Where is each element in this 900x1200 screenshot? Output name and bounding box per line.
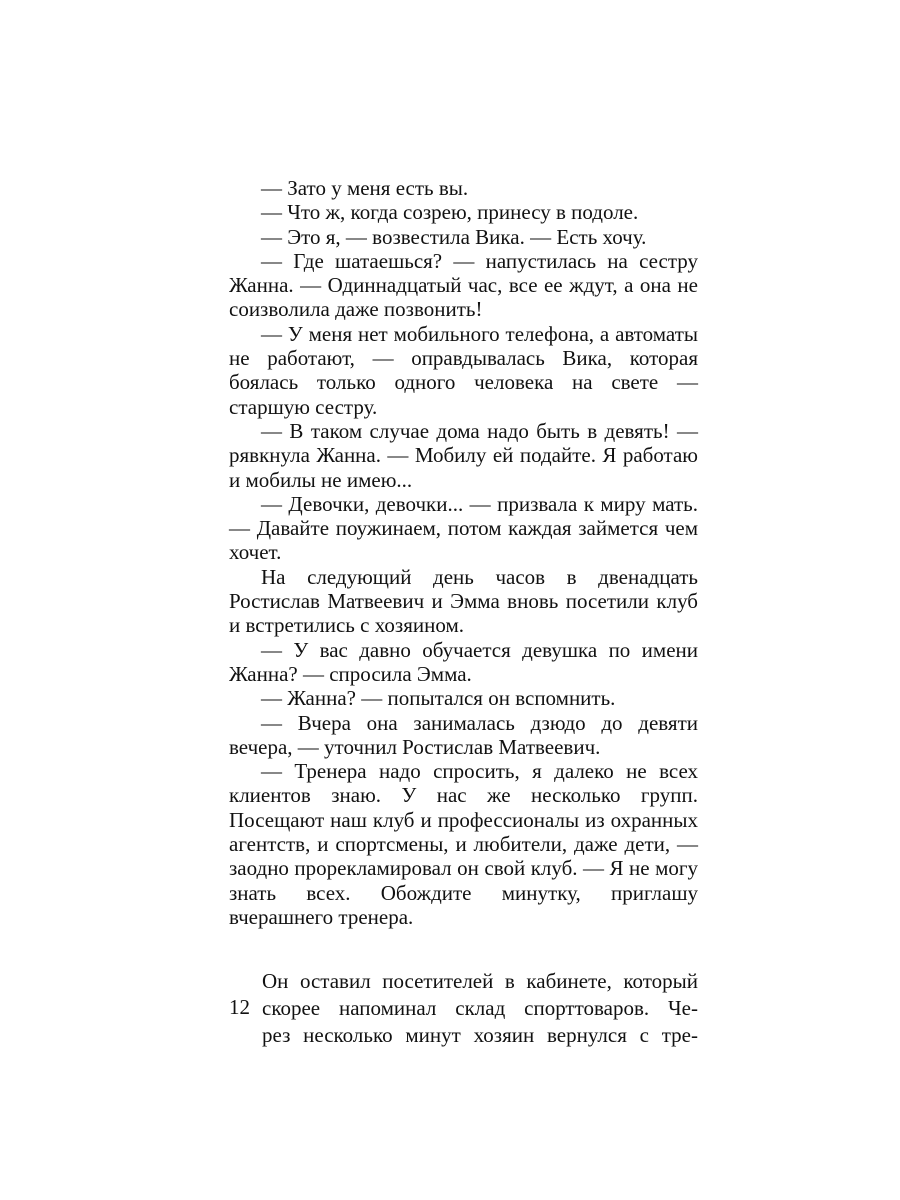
paragraph: — Тренера надо спросить, я далеко не всех клиентов знаю. У нас же несколько групп. Посещают наш клуб и профессионалы из охранных агентств, и спортсмены, и любители, даже дети, — заодно прорекламировал он свой клуб. — Я не могу знать всех. Обождите минутку, приглашу вчерашнего тренера. — [229, 759, 698, 929]
paragraph: — В таком случае дома надо быть в девять! — рявкнула Жанна. — Мобилу ей подайте. Я работаю и мобилы не имею... — [229, 418, 698, 492]
paragraph: — Зато у меня есть вы. — [261, 176, 469, 200]
last-paragraph-line: Он оставил посетителей в кабинете, который — [262, 969, 698, 993]
paragraph: — Где шатаешься? — напустилась на сестру Жанна. — Одиннадцатый час, все ее ждут, а она не соизволила даже позвонить! — [229, 248, 698, 322]
paragraph: На следующий день часов в двенадцать Ростислав Матвеевич и Эмма вновь посетили клуб и встретились с хозяином. — [229, 564, 698, 638]
paragraph: — Жанна? — попытался он вспомнить. — [261, 686, 616, 711]
paragraph: — У меня нет мобильного телефона, а автоматы не работают, — оправдывалась Вика, которая боялась только одного человека на свете — старшую сестру. — [229, 321, 698, 419]
last-paragraph-line: скорее напоминал склад спорттоваров. Че- — [262, 996, 698, 1020]
paragraph: — Это я, — возвестила Вика. — Есть хочу. — [261, 224, 647, 249]
last-paragraph-line: рез несколько минут хозяин вернулся с тре- — [262, 1023, 698, 1047]
paragraph: — У вас давно обучается девушка по имени Жанна? — спросила Эмма. — [229, 637, 698, 686]
body-text — [229, 176, 698, 929]
paragraph: — Девочки, девочки... — призвала к миру мать. — Давайте поужинаем, потом каждая займется чем хочет. — [229, 491, 698, 565]
paragraph: — Вчера она занималась дзюдо до девяти вечера, — уточнил Ростислав Матвеевич. — [229, 710, 698, 759]
last-paragraph — [262, 968, 698, 1049]
page-number: 12 — [229, 995, 250, 1019]
paragraph: — Что ж, когда созрею, принесу в подоле. — [261, 200, 639, 225]
